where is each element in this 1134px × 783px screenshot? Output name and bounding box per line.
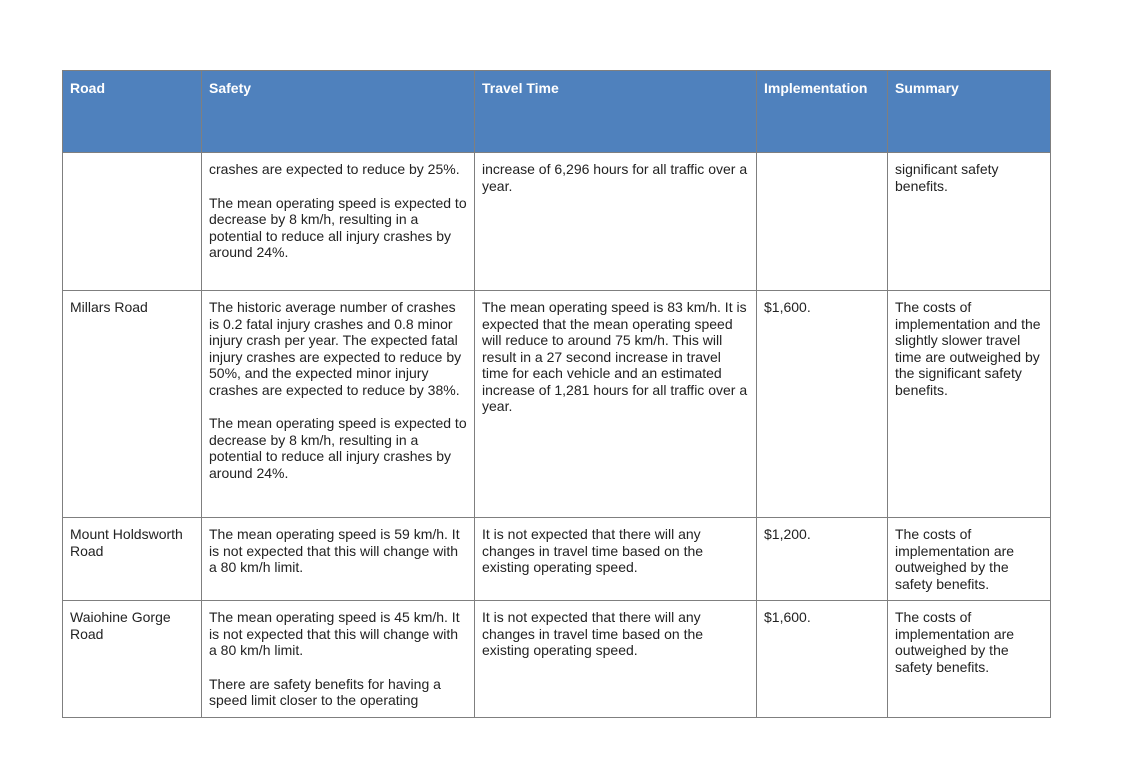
- cell-summary: The costs of implementation and the slightly slower travel time are outweighed by the significant safety benefits.: [888, 291, 1051, 518]
- cell-implementation: $1,600.: [757, 291, 888, 518]
- cell-implementation: [757, 153, 888, 291]
- cell-implementation: $1,600.: [757, 601, 888, 718]
- header-road: Road: [63, 71, 202, 153]
- safety-paragraph: The mean operating speed is expected to decrease by 8 km/h, resulting in a potential to reduce all injury crashes by around 24%.: [209, 194, 467, 260]
- safety-paragraph: The mean operating speed is 45 km/h. It is not expected that this will change with a 80 km/h limit.: [209, 609, 460, 658]
- cell-travel-time: It is not expected that there will any changes in travel time based on the existing operating speed.: [475, 601, 757, 718]
- cell-travel-time: increase of 6,296 hours for all traffic over a year.: [475, 153, 757, 291]
- table-row: [63, 153, 1051, 291]
- cell-road: Mount Holdsworth Road: [63, 518, 202, 601]
- header-travel-time: Travel Time: [475, 71, 757, 153]
- safety-paragraph: crashes are expected to reduce by 25%.: [209, 161, 460, 177]
- cell-summary: The costs of implementation are outweighed by the safety benefits.: [888, 601, 1051, 718]
- road-speed-table: [62, 70, 1051, 718]
- safety-paragraph: The historic average number of crashes is 0.2 fatal injury crashes and 0.8 minor injury crash per year. The expected fatal injury crashes are expected to reduce by 50%, and the expected minor injury crashes are expected to reduce by 38%.: [209, 299, 462, 398]
- cell-summary: The costs of implementation are outweighed by the safety benefits.: [888, 518, 1051, 601]
- header-summary: Summary: [888, 71, 1051, 153]
- cell-safety: [202, 601, 475, 718]
- header-implementation: Implementation: [757, 71, 888, 153]
- cell-safety: [202, 153, 475, 291]
- cell-road: [63, 153, 202, 291]
- cell-safety: [202, 518, 475, 601]
- safety-paragraph: The mean operating speed is 59 km/h. It is not expected that this will change with a 80 km/h limit.: [209, 526, 460, 575]
- cell-safety: [202, 291, 475, 518]
- safety-paragraph: There are safety benefits for having a speed limit closer to the operating: [209, 675, 441, 708]
- table-header-row: [63, 71, 1051, 153]
- cell-road: Waiohine Gorge Road: [63, 601, 202, 718]
- cell-road: Millars Road: [63, 291, 202, 518]
- safety-paragraph: The mean operating speed is expected to decrease by 8 km/h, resulting in a potential to reduce all injury crashes by around 24%.: [209, 415, 467, 481]
- cell-implementation: $1,200.: [757, 518, 888, 601]
- table-row: [63, 601, 1051, 718]
- cell-travel-time: The mean operating speed is 83 km/h. It is expected that the mean operating speed will reduce to around 75 km/h. This will result in a 27 second increase in travel time for each vehicle and an estimated increase of 1,281 hours for all traffic over a year.: [475, 291, 757, 518]
- cell-summary: significant safety benefits.: [888, 153, 1051, 291]
- table-row: [63, 518, 1051, 601]
- table-row: [63, 291, 1051, 518]
- header-safety: Safety: [202, 71, 475, 153]
- cell-travel-time: It is not expected that there will any changes in travel time based on the existing operating speed.: [475, 518, 757, 601]
